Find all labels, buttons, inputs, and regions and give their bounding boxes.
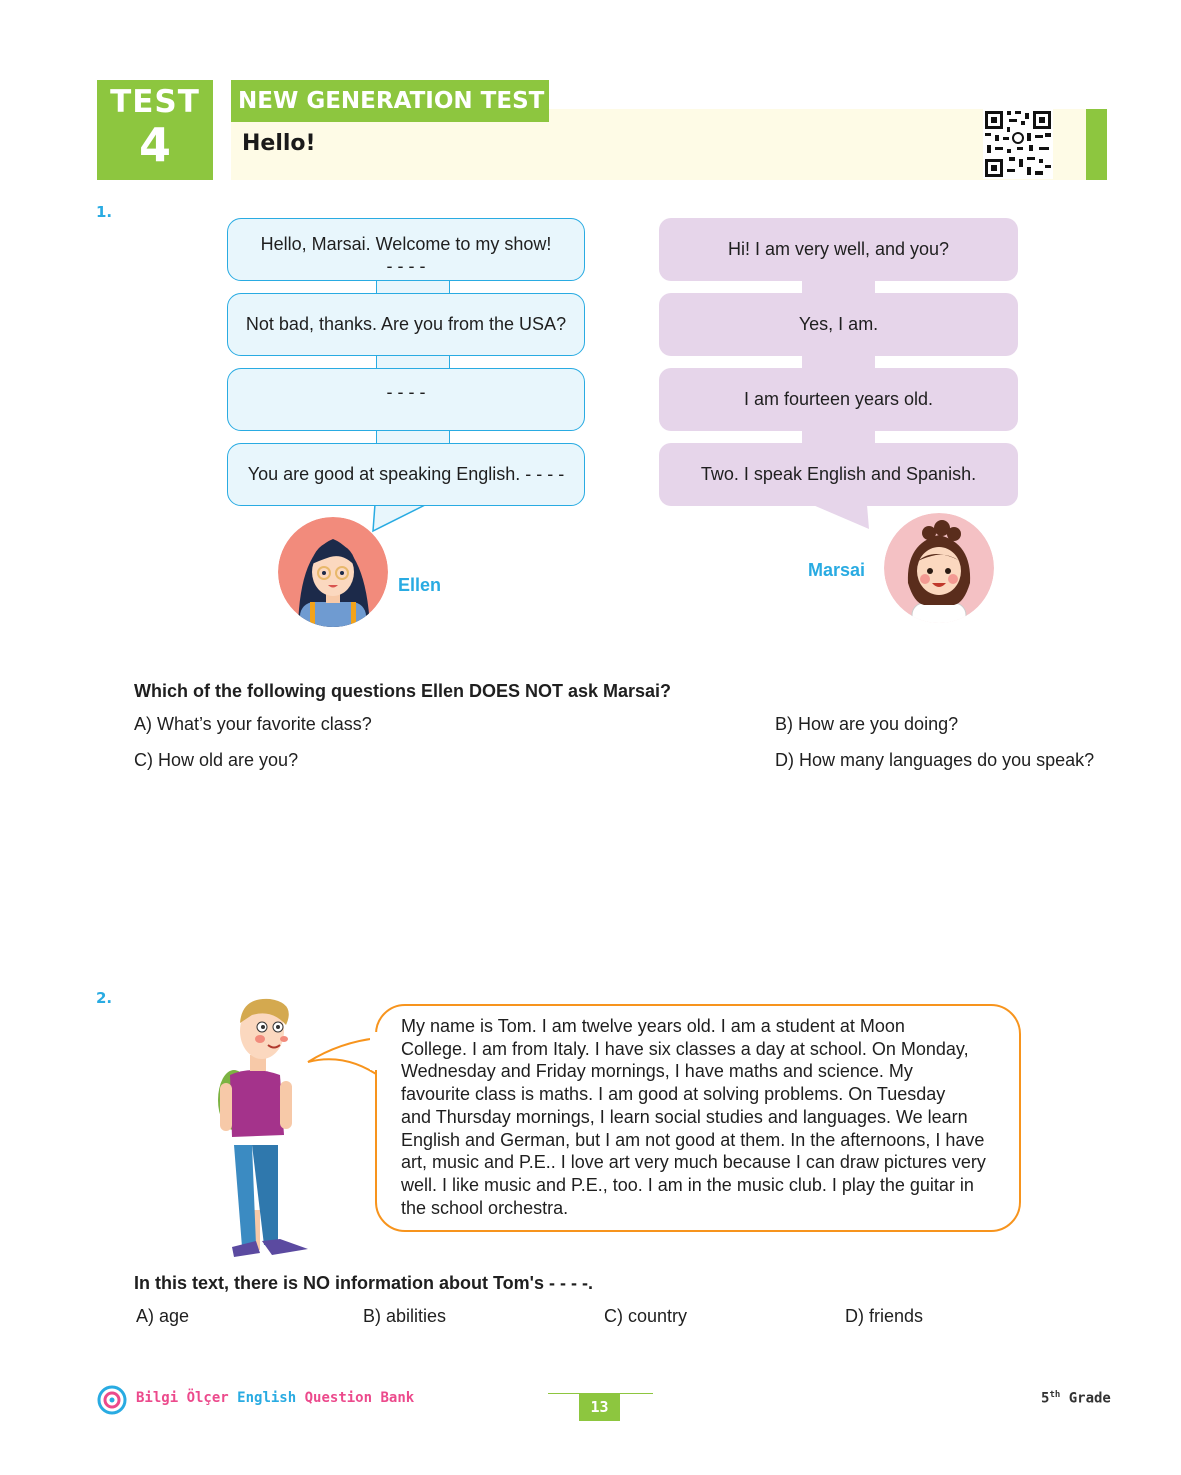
option-c[interactable]: C) country: [604, 1306, 688, 1326]
bubble-tail-join: [370, 1032, 382, 1070]
passage-text: [401, 1015, 1019, 1219]
passage-line: Wednesday and Friday mornings, I have maths and science. My: [401, 1061, 913, 1082]
blank: - - - -: [386, 256, 426, 276]
ellen-line: Hello, Marsai. Welcome to my show!: [260, 234, 552, 254]
brand-part: Bilgi Ölçer: [136, 1390, 229, 1406]
new-generation-badge: NEW GENERATION TEST: [231, 80, 549, 122]
question-2-stem: In this text, there is NO information about Tom's - - - -.: [134, 1273, 593, 1293]
qr-code-icon[interactable]: [983, 109, 1053, 179]
grade-word: Grade: [1068, 1390, 1111, 1407]
ellen-dialogue: [227, 218, 585, 538]
footer-brand: [136, 1390, 414, 1406]
option-c[interactable]: C) How old are you?: [134, 750, 299, 770]
ellen-bubble-3: [227, 368, 585, 431]
grade-label: [1041, 1390, 1111, 1407]
marsai-line: Hi! I am very well, and you?: [727, 239, 950, 259]
bubble-tail: [809, 505, 879, 531]
option-a[interactable]: A) age: [136, 1306, 190, 1326]
grade-suffix: th: [1049, 1390, 1061, 1400]
marsai-bubble-3: [659, 368, 1018, 431]
passage-line: and Thursday mornings, I learn social studies and languages. We learn: [401, 1106, 968, 1127]
marsai-bubble-2: [659, 293, 1018, 356]
page-number: 13: [579, 1394, 620, 1421]
ellen-bubble-4: [227, 443, 585, 506]
question-1-stem: Which of the following questions Ellen DOES NOT ask Marsai?: [134, 681, 672, 701]
passage-line: My name is Tom. I am twelve years old. I am a student at Moon: [401, 1016, 905, 1036]
ellen-name: Ellen: [398, 575, 442, 595]
marsai-bubble-4: [659, 443, 1018, 506]
marsai-line: Two. I speak English and Spanish.: [700, 464, 977, 484]
ellen-bubble-1: [227, 218, 585, 281]
title-accent-bar: [1086, 109, 1107, 180]
option-b[interactable]: B) abilities: [363, 1306, 447, 1326]
option-b[interactable]: B) How are you doing?: [775, 714, 959, 734]
marsai-line: I am fourteen years old.: [743, 389, 934, 409]
passage-line: well. I like music and P.E., too. I am in the music club. I play the guitar in: [401, 1174, 974, 1195]
test-number: 4: [138, 118, 171, 172]
passage-line: the school orchestra.: [401, 1197, 569, 1218]
brand-part: English: [237, 1390, 297, 1406]
brand-logo-icon: [97, 1385, 127, 1415]
passage-line: College. I am from Italy. I have six classes a day at school. On Monday,: [401, 1038, 969, 1059]
marsai-avatar: [884, 513, 994, 623]
marsai-line: Yes, I am.: [798, 314, 879, 334]
page-title: Hello!: [242, 131, 316, 156]
question-number-1: 1.: [96, 203, 113, 221]
grade-number: 5: [1041, 1390, 1050, 1407]
option-d[interactable]: D) friends: [845, 1306, 924, 1326]
brand-part: Question Bank: [304, 1390, 415, 1406]
question-number-2: 2.: [96, 989, 113, 1007]
ellen-avatar: [278, 517, 388, 627]
passage-line: art, music and P.E.. I love art very much because I can draw pictures very: [401, 1152, 986, 1173]
test-label-box: [97, 80, 213, 180]
passage-line: English and German, but I am not good at them. In the afternoons, I have: [401, 1129, 985, 1150]
passage-line: favourite class is maths. I am good at solving problems. On Tuesday: [401, 1084, 946, 1105]
marsai-name: Marsai: [808, 560, 866, 580]
option-d[interactable]: D) How many languages do you speak?: [775, 750, 1095, 770]
ellen-line: Not bad, thanks. Are you from the USA?: [245, 314, 567, 334]
marsai-bubble-1: [659, 218, 1018, 281]
ellen-line: You are good at speaking English. - - - -: [247, 464, 565, 484]
marsai-dialogue: [659, 218, 1018, 538]
blank: - - - -: [386, 382, 426, 402]
option-a[interactable]: A) What’s your favorite class?: [134, 714, 372, 734]
test-word: TEST: [110, 84, 200, 120]
ellen-bubble-2: [227, 293, 585, 356]
